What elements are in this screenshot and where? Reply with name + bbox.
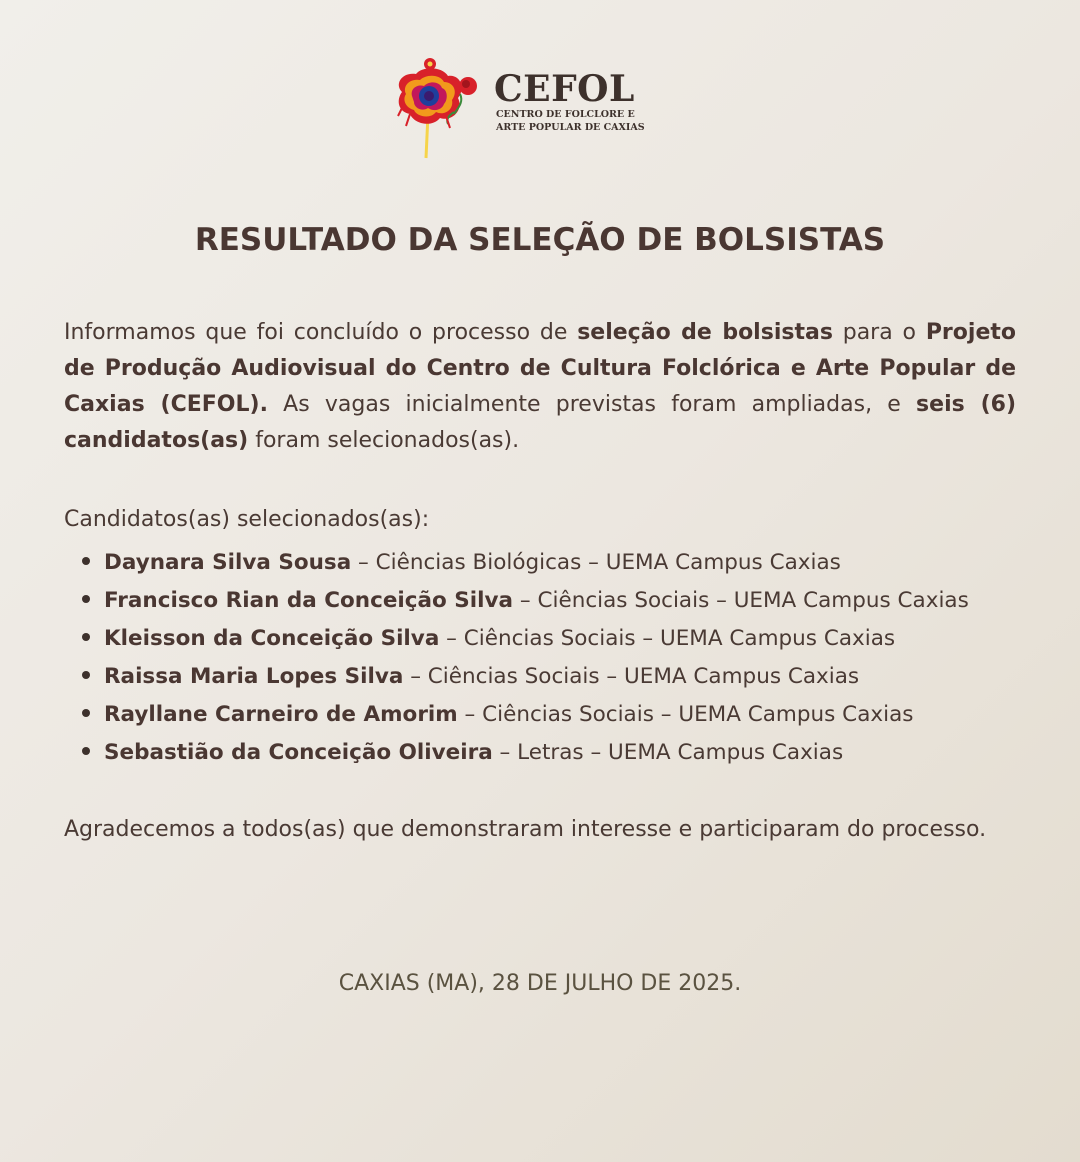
- list-item: [80, 658, 1040, 696]
- candidate-details: – Ciências Biológicas – UEMA Campus Caxias: [351, 550, 841, 575]
- intro-text-2: para o: [832, 320, 926, 345]
- candidate-details: – Ciências Sociais – UEMA Campus Caxias: [403, 664, 860, 689]
- candidate-name: Kleisson da Conceição Silva: [104, 626, 440, 651]
- candidate-details: – Ciências Sociais – UEMA Campus Caxias: [513, 588, 969, 613]
- page-title: RESULTADO DA SELEÇÃO DE BOLSISTAS: [194, 222, 886, 258]
- candidate-details: – Letras – UEMA Campus Caxias: [492, 740, 844, 765]
- closing-paragraph: Agradecemos a todos(as) que demonstraram interesse e participaram do processo.: [64, 817, 987, 842]
- bullet-icon: [82, 595, 90, 603]
- logo-title: CEFOL: [494, 68, 635, 110]
- intro-text-4: foram selecionados(as).: [248, 428, 520, 453]
- candidate-name: Daynara Silva Sousa: [104, 550, 352, 575]
- candidates-list: [80, 544, 1040, 772]
- candidate-details: – Ciências Sociais – UEMA Campus Caxias: [457, 702, 914, 727]
- candidate-details: – Ciências Sociais – UEMA Campus Caxias: [439, 626, 896, 651]
- list-item: [80, 734, 1040, 772]
- bullet-icon: [82, 747, 90, 755]
- list-item: [80, 696, 1040, 734]
- bullet-icon: [82, 671, 90, 679]
- intro-text-3: As vagas inicialmente previstas foram ampliadas, e: [267, 392, 917, 417]
- bullet-icon: [82, 633, 90, 641]
- dateline: CAXIAS (MA), 28 DE JULHO DE 2025.: [338, 971, 742, 996]
- intro-paragraph: [64, 315, 1016, 459]
- cefol-logo: [388, 54, 648, 164]
- list-item: [80, 620, 1040, 658]
- list-item: [80, 582, 1040, 620]
- candidate-name: Sebastião da Conceição Oliveira: [104, 740, 493, 765]
- logo-subtitle: CENTRO DE FOLCLORE E ARTE POPULAR DE CAXIAS: [496, 109, 645, 133]
- folk-costume-emblem-icon: [388, 54, 488, 164]
- bullet-icon: [82, 557, 90, 565]
- intro-text-1: Informamos que foi concluído o processo de: [64, 320, 578, 345]
- list-item: [80, 544, 1040, 582]
- candidate-name: Francisco Rian da Conceição Silva: [104, 588, 514, 613]
- candidate-name: Rayllane Carneiro de Amorim: [104, 702, 458, 727]
- candidate-name: Raissa Maria Lopes Silva: [104, 664, 404, 689]
- intro-bold-1: seleção de bolsistas: [577, 320, 833, 345]
- intro-bold-2: Projeto de Produção Audiovisual do Centro de Cultura Folclórica e Arte Popular de Caxias (CEFOL).: [64, 320, 1016, 417]
- intro-bold-3: seis (6) candidatos(as): [64, 392, 1016, 453]
- candidates-label: Candidatos(as) selecionados(as):: [64, 507, 430, 532]
- bullet-icon: [82, 709, 90, 717]
